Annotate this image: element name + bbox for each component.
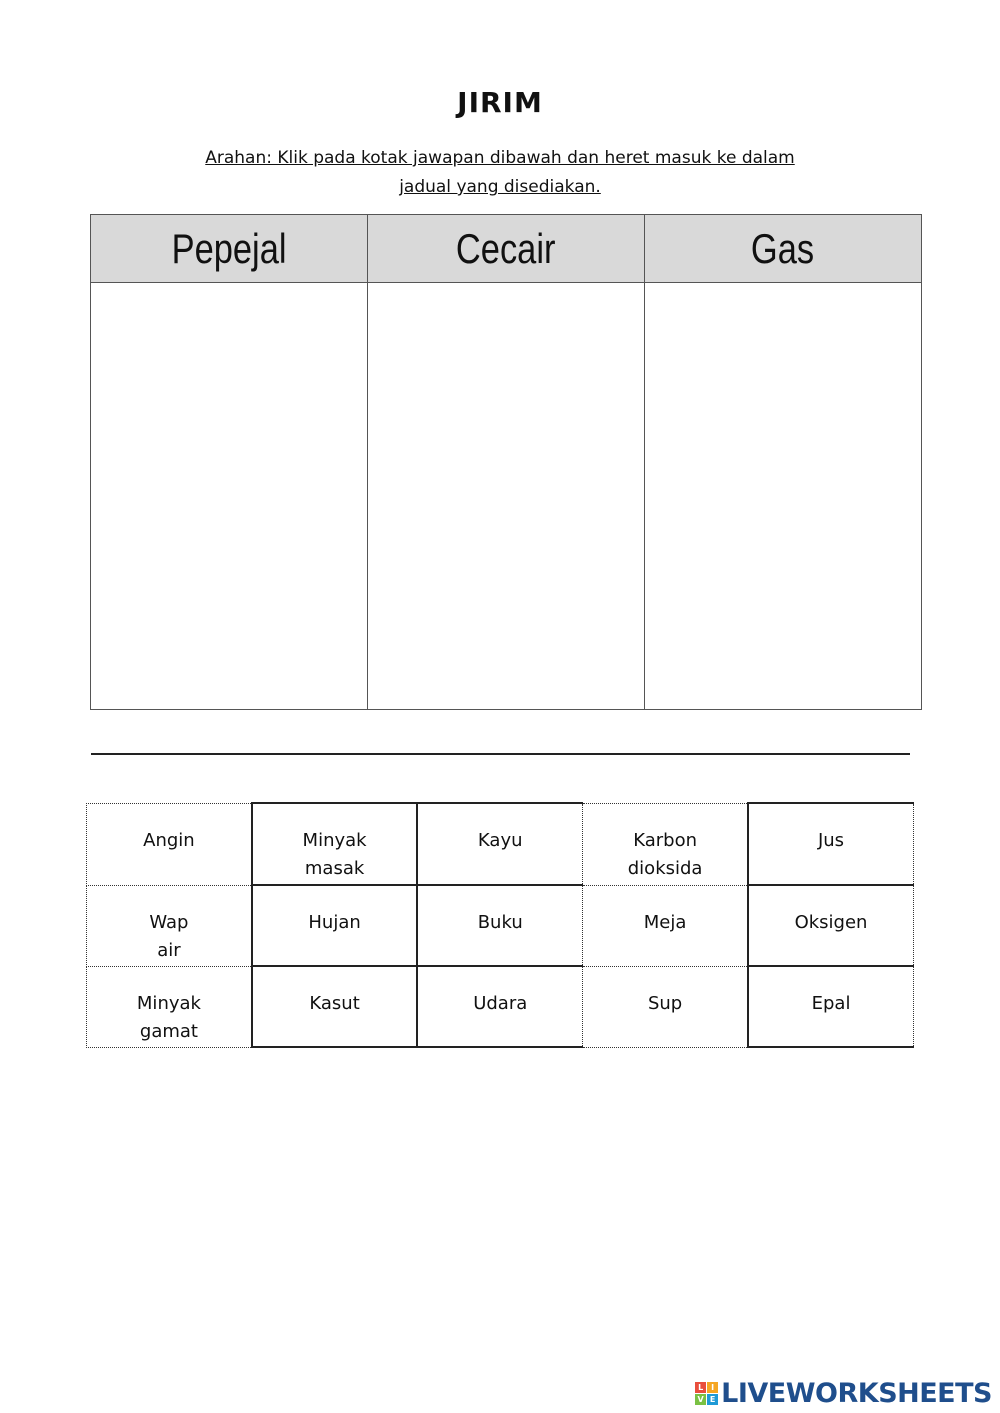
logo-tile-e: E [707, 1394, 718, 1405]
header-gas [645, 215, 922, 283]
answer-card-minyak-masak[interactable]: Minyak masak [252, 803, 417, 885]
answer-card-sup[interactable]: Sup [583, 966, 748, 1047]
liveworksheets-logo-icon [695, 1382, 718, 1405]
drop-zone-cecair[interactable] [368, 283, 645, 710]
instruction-line-2: jadual yang disediakan. [399, 177, 601, 197]
answer-card-kasut[interactable]: Kasut [252, 966, 417, 1047]
answer-card-udara[interactable]: Udara [417, 966, 582, 1047]
answer-card-angin[interactable]: Angin [87, 803, 252, 885]
header-gas-label: Gas [751, 224, 815, 272]
header-cecair [368, 215, 645, 283]
logo-tile-l: L [695, 1382, 706, 1393]
answer-card-kayu[interactable]: Kayu [417, 803, 582, 885]
divider-line [91, 753, 910, 755]
liveworksheets-logo-text: LIVEWORKSHEETS [721, 1377, 992, 1409]
answer-card-wap-air[interactable]: Wap air [87, 885, 252, 966]
logo-tile-v: V [695, 1394, 706, 1405]
answer-bank [86, 802, 914, 1048]
header-cecair-label: Cecair [456, 224, 556, 272]
worksheet-title: JIRIM [457, 86, 543, 119]
logo-tile-i: I [707, 1382, 718, 1393]
sorting-table [90, 214, 922, 710]
answer-card-hujan[interactable]: Hujan [252, 885, 417, 966]
answer-card-jus[interactable]: Jus [748, 803, 913, 885]
answer-card-minyak-gamat[interactable]: Minyak gamat [87, 966, 252, 1047]
answer-card-karbon-dioksida[interactable]: Karbon dioksida [583, 803, 748, 885]
answer-card-meja[interactable]: Meja [583, 885, 748, 966]
header-pepejal [91, 215, 368, 283]
answer-row [87, 885, 914, 966]
drop-zone-gas[interactable] [645, 283, 922, 710]
drop-zone-pepejal[interactable] [91, 283, 368, 710]
answer-card-buku[interactable]: Buku [417, 885, 582, 966]
answer-row [87, 803, 914, 885]
liveworksheets-logo [695, 1376, 992, 1410]
answer-row [87, 966, 914, 1047]
header-pepejal-label: Pepejal [171, 224, 287, 272]
answer-card-oksigen[interactable]: Oksigen [748, 885, 913, 966]
instruction-text [170, 144, 830, 202]
instruction-line-1: Arahan: Klik pada kotak jawapan dibawah dan heret masuk ke dalam [205, 148, 795, 168]
answer-card-epal[interactable]: Epal [748, 966, 913, 1047]
